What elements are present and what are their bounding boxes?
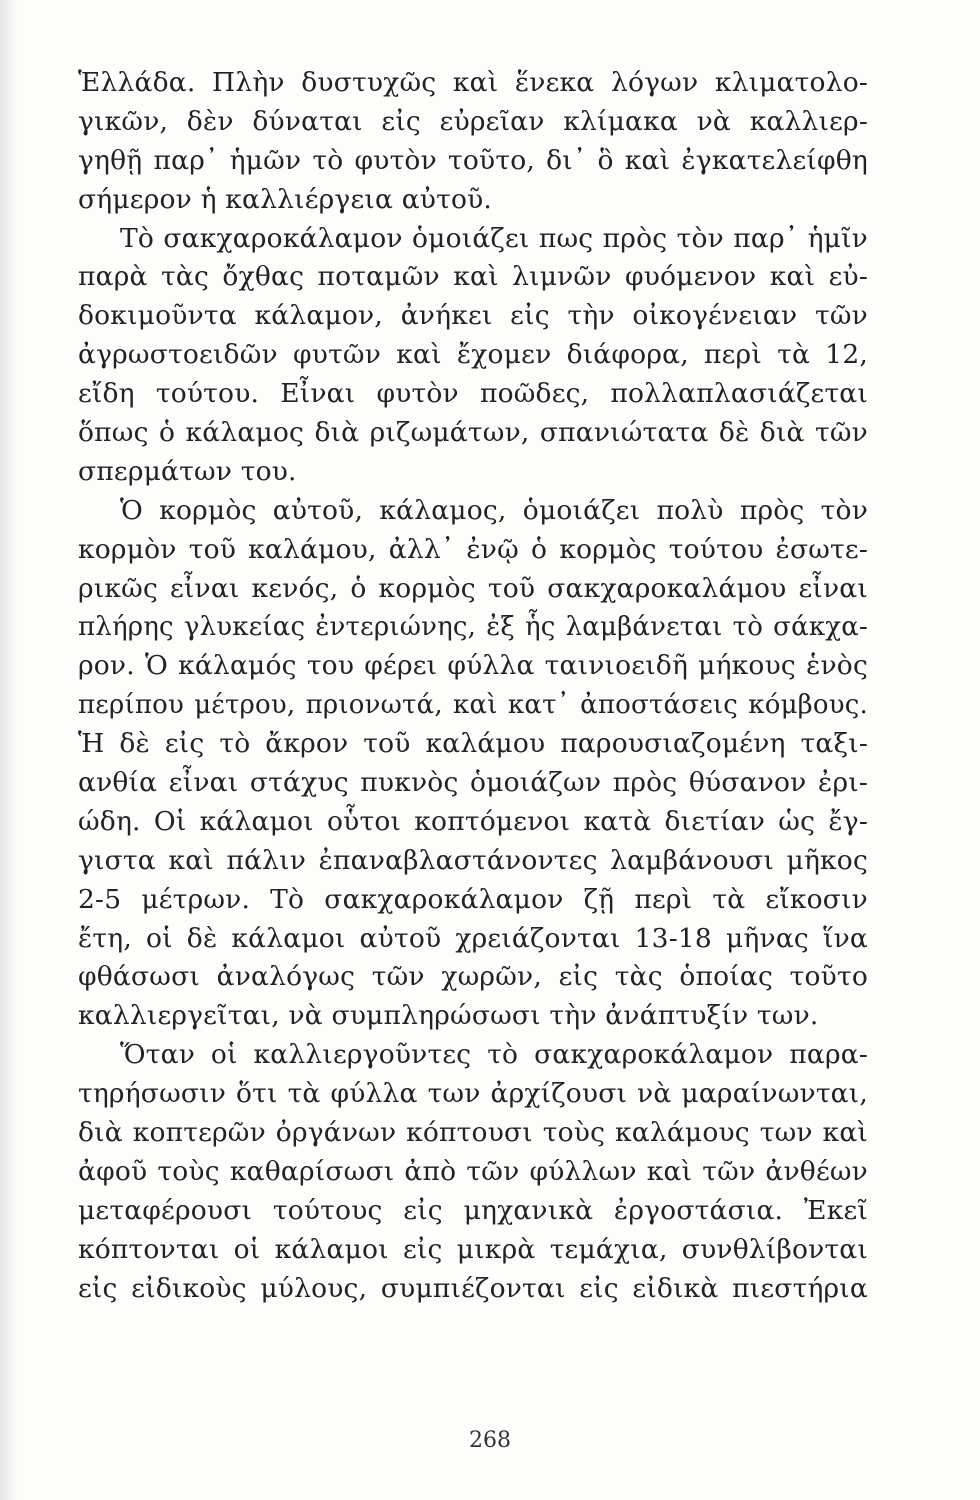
page-number: 268 — [469, 1428, 511, 1453]
text-line: διὰ κοπτερῶν ὀργάνων κόπτουσι τοὺς καλάμους των καὶ — [78, 1117, 868, 1149]
text-line: εἴδη τούτου. Εἶναι φυτὸν ποῶδες, πολλαπλασιάζεται — [78, 378, 868, 410]
text-line: καλλιεργεῖται, νὰ συμπληρώσωσι τὴν ἀνάπτυξίν των. — [78, 1000, 819, 1032]
text-line: Ἑλλάδα. Πλὴν δυστυχῶς καὶ ἕνεκα λόγων κλιματολο- — [78, 67, 868, 98]
text-line: γιστα καὶ πάλιν ἐπαναβλαστάνοντες λαμβάνουσι μῆκος — [78, 844, 868, 876]
text-line: κόπτονται οἱ κάλαμοι εἰς μικρὰ τεμάχια, συνθλίβονται — [78, 1233, 868, 1265]
text-line: ρικῶς εἶναι κενός, ὁ κορμὸς τοῦ σακχαροκαλάμου εἶναι — [78, 572, 868, 604]
text-line: ἀγρωστοειδῶν φυτῶν καὶ ἔχομεν διάφορα, περὶ τὰ 12, — [78, 339, 868, 371]
text-line: πλήρης γλυκείας ἐντεριώνης, ἐξ ἧς λαμβάνεται τὸ σάκχα- — [78, 612, 868, 643]
text-line: γηθῇ παρ᾽ ἡμῶν τὸ φυτὸν τοῦτο, δι᾽ ὃ καὶ ἐγκατελείφθη — [78, 144, 868, 176]
text-line: ὅπως ὁ κάλαμος διὰ ριζωμάτων, σπανιώτατα δὲ διὰ τῶν — [78, 417, 868, 449]
body-text — [78, 64, 868, 1309]
text-line: ανθία εἶναι στάχυς πυκνὸς ὁμοιάζων πρὸς θύσανον ἐρι- — [78, 767, 868, 799]
text-line: ἔτη, οἱ δὲ κάλαμοι αὐτοῦ χρειάζονται 13-18 μῆνας ἵνα — [78, 922, 868, 954]
text-line: ώδη. Οἱ κάλαμοι οὗτοι κοπτόμενοι κατὰ διετίαν ὡς ἔγ- — [78, 805, 868, 837]
text-line: τηρήσωσιν ὅτι τὰ φύλλα των ἀρχίζουσι νὰ μαραίνωνται, — [78, 1078, 868, 1110]
text-line: φθάσωσι ἀναλόγως τῶν χωρῶν, εἰς τὰς ὁποίας τοῦτο — [78, 961, 868, 993]
text-line: μεταφέρουσι τούτους εἰς μηχανικὰ ἐργοστάσια. Ἐκεῖ — [78, 1194, 868, 1226]
text-line: σήμερον ἡ καλλιέργεια αὐτοῦ. — [78, 183, 493, 215]
scan-edge-shadow — [0, 0, 18, 1500]
text-line: γικῶν, δὲν δύναται εἰς εὐρεῖαν κλίμακα νὰ καλλιερ- — [78, 105, 868, 137]
text-line: Ὅταν οἱ καλλιεργοῦντες τὸ σακχαροκάλαμον παρα- — [120, 1039, 868, 1071]
text-line: σπερμάτων του. — [78, 455, 297, 487]
text-line: Τὸ σακχαροκάλαμον ὁμοιάζει πως πρὸς τὸν παρ᾽ ἡμῖν — [120, 222, 868, 254]
text-line: 2-5 μέτρων. Τὸ σακχαροκάλαμον ζῇ περὶ τὰ εἴκοσιν — [78, 883, 868, 915]
text-line: Ὁ κορμὸς αὐτοῦ, κάλαμος, ὁμοιάζει πολὺ πρὸς τὸν — [120, 494, 868, 526]
text-line: παρὰ τὰς ὄχθας ποταμῶν καὶ λιμνῶν φυόμενον καὶ εὐ- — [78, 261, 868, 293]
text-line: Ἡ δὲ εἰς τὸ ἄκρον τοῦ καλάμου παρουσιαζομένη ταξι- — [78, 728, 868, 760]
text-line: εἰς εἰδικοὺς μύλους, συμπιέζονται εἰς εἰδικὰ πιεστήρια — [78, 1272, 868, 1304]
text-line: κορμὸν τοῦ καλάμου, ἀλλ᾽ ἐνῷ ὁ κορμὸς τούτου ἐσωτε- — [78, 533, 868, 565]
text-line: ρον. Ὁ κάλαμός του φέρει φύλλα ταινιοειδῆ μήκους ἑνὸς — [78, 650, 868, 682]
text-line: δοκιμοῦντα κάλαμον, ἀνήκει εἰς τὴν οἰκογένειαν τῶν — [78, 300, 868, 332]
text-line: ἀφοῦ τοὺς καθαρίσωσι ἀπὸ τῶν φύλλων καὶ τῶν ἀνθέων — [78, 1155, 868, 1187]
text-line: περίπου μέτρου, πριονωτά, καὶ κατ᾽ ἀποστάσεις κόμβους. — [78, 690, 868, 721]
